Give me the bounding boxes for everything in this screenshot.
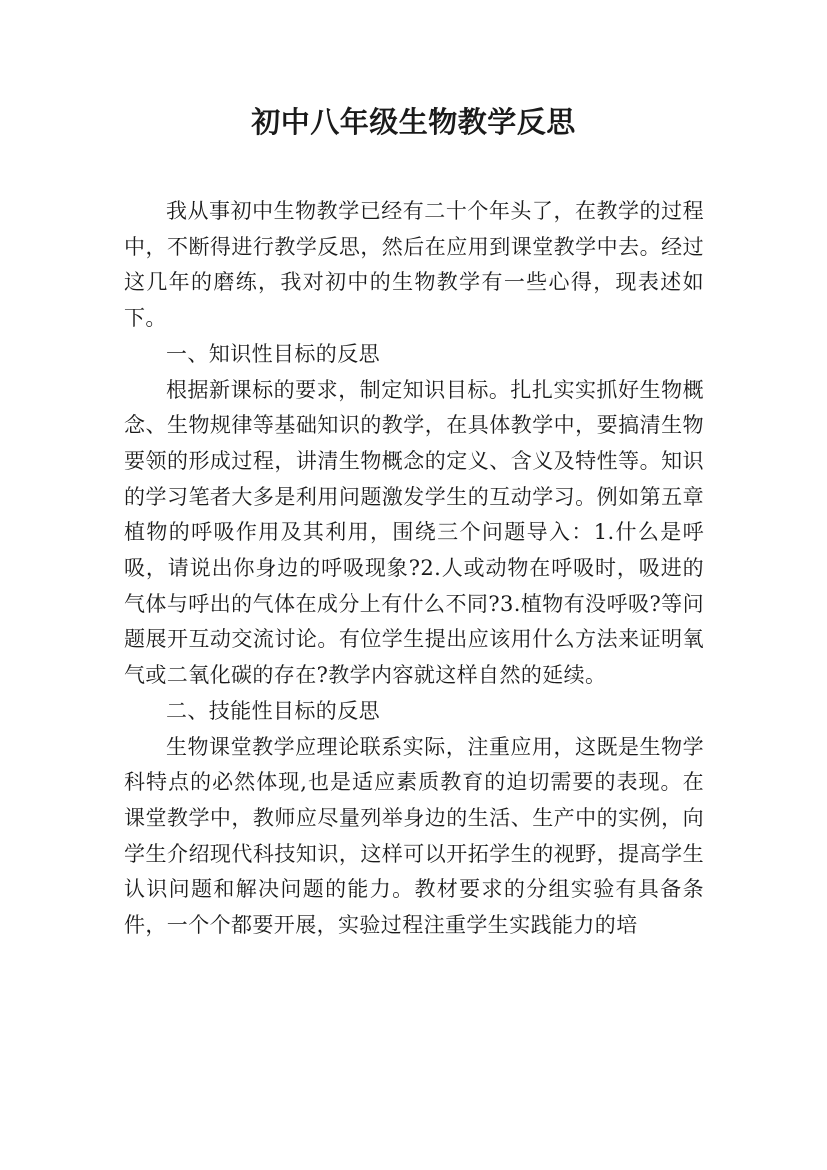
section-heading-skill: 二、技能性目标的反思 — [166, 698, 380, 723]
paragraph-intro: 我从事初中生物教学已经有二十个年头了，在教学的过程中，不断得进行教学反思，然后在应用到课堂教学中去。经过这几年的磨练，我对初中的生物教学有一些心得，现表述如下。 — [124, 199, 704, 331]
document-title: 初中八年级生物教学反思 — [251, 105, 576, 139]
document-body — [124, 194, 704, 944]
paragraph-skill: 生物课堂教学应理论联系实际，注重应用，这既是生物学科特点的必然体现,也是适应素质教育的迫切需要的表现。在课堂教学中，教师应尽量列举身边的生活、生产中的实例，向学生介绍现代科技知识，这样可以开拓学生的视野，提高学生认识问题和解决问题的能力。教材要求的分组实验有具备条件，一个个都要开展，实验过程注重学生实践能力的培 — [124, 734, 704, 938]
section-heading-knowledge: 一、知识性目标的反思 — [166, 341, 380, 366]
paragraph-knowledge: 根据新课标的要求，制定知识目标。扎扎实实抓好生物概念、生物规律等基础知识的教学，在具体教学中，要搞清生物要领的形成过程，讲清生物概念的定义、含义及特性等。知识的学习笔者大多是利用问题激发学生的互动学习。例如第五章植物的呼吸作用及其利用，围绕三个问题导入：1.什么是呼吸，请说出你身边的呼吸现象?2.人或动物在呼吸时，吸进的气体与呼出的气体在成分上有什么不同?3.植物有没呼吸?等问题展开互动交流讨论。有位学生提出应该用什么方法来证明氧气或二氧化碳的存在?教学内容就这样自然的延续。 — [124, 377, 704, 688]
